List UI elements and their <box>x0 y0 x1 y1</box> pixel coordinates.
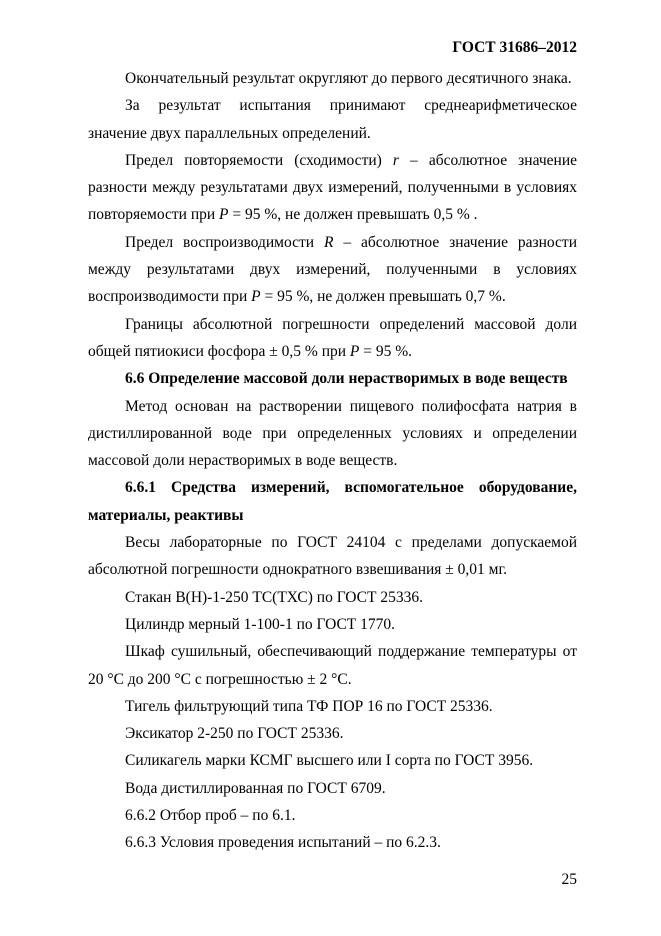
heading-paragraph <box>88 474 577 529</box>
paragraph <box>88 92 577 147</box>
paragraph <box>88 638 577 693</box>
text-run: Предел повторяемости (сходимости) <box>125 151 393 169</box>
text-run: Метод основан на растворении пищевого полифосфата натрия в дистиллированной воде при определенных условиях и определении массовой доли нерастворимых в воде веществ. <box>88 397 577 470</box>
text-run: Предел воспроизводимости <box>125 233 324 251</box>
text-run: Цилиндр мерный 1-100-1 по ГОСТ 1770. <box>125 615 396 633</box>
text-run: 6.6.3 Условия проведения испытаний – по 6.2.3. <box>125 834 441 852</box>
paragraph <box>88 775 577 802</box>
paragraph <box>88 584 577 611</box>
document-body <box>88 65 577 857</box>
text-run: = 95 %, не должен превышать 0,7 %. <box>260 288 506 306</box>
paragraph <box>88 529 577 584</box>
text-run: Стакан В(Н)-1-250 ТС(ТХС) по ГОСТ 25336. <box>125 588 423 606</box>
italic-variable: P <box>349 342 360 360</box>
paragraph <box>88 65 577 92</box>
paragraph <box>88 393 577 475</box>
document-header: ГОСТ 31686–2012 <box>452 39 577 56</box>
italic-variable: P <box>219 206 229 224</box>
text-run: 6.6 Определение массовой доли нерастворимых в воде веществ <box>125 370 568 388</box>
text-run: За результат испытания принимают среднеарифметическое значение двух параллельных определений. <box>88 97 577 142</box>
italic-variable: r <box>392 151 399 169</box>
text-run: Весы лабораторные по ГОСТ 24104 с пределами допускаемой абсолютной погрешности однократного взвешивания ± 0,01 мг. <box>88 534 577 579</box>
text-run: Шкаф сушильный, обеспечивающий поддержание температуры от 20 °С до 200 °С с погрешностью ± 2 °С. <box>88 643 577 688</box>
heading-paragraph <box>88 365 577 392</box>
italic-variable: P <box>251 288 261 306</box>
paragraph <box>88 611 577 638</box>
text-run: Эксикатор 2-250 по ГОСТ 25336. <box>125 725 344 743</box>
text-run: 6.6.1 Средства измерений, вспомогательное оборудование, материалы, реактивы <box>88 479 577 524</box>
text-run: – абсолютное значение разности между результатами двух измерений, полученными в условиях повторяемости при <box>88 151 578 224</box>
text-run: = 95 %. <box>359 342 413 360</box>
paragraph <box>88 747 577 774</box>
text-run: Тигель фильтрующий типа ТФ ПОР 16 по ГОСТ 25336. <box>125 697 493 715</box>
paragraph <box>88 720 577 747</box>
italic-variable: R <box>323 233 334 251</box>
text-run: Силикагель марки КСМГ высшего или I сорта по ГОСТ 3956. <box>125 752 534 770</box>
text-run: = 95 %, не должен превышать 0,5 % . <box>228 206 478 224</box>
text-run: Вода дистиллированная по ГОСТ 6709. <box>125 779 386 797</box>
paragraph <box>88 147 577 229</box>
paragraph <box>88 802 577 829</box>
text-run: – абсолютное значение разности между результатами двух измерений, полученными в условиях воспроизводимости при <box>88 233 577 306</box>
paragraph <box>88 311 577 366</box>
page-number: 25 <box>561 871 577 888</box>
text-run: Окончательный результат округляют до первого десятичного знака. <box>125 70 572 87</box>
text-run: 6.6.2 Отбор проб – по 6.1. <box>125 807 296 825</box>
paragraph <box>88 229 577 311</box>
text-run: Границы абсолютной погрешности определений массовой доли общей пятиокиси фосфора ± 0,5 % при <box>88 315 577 360</box>
paragraph <box>88 693 577 720</box>
paragraph <box>88 829 577 856</box>
